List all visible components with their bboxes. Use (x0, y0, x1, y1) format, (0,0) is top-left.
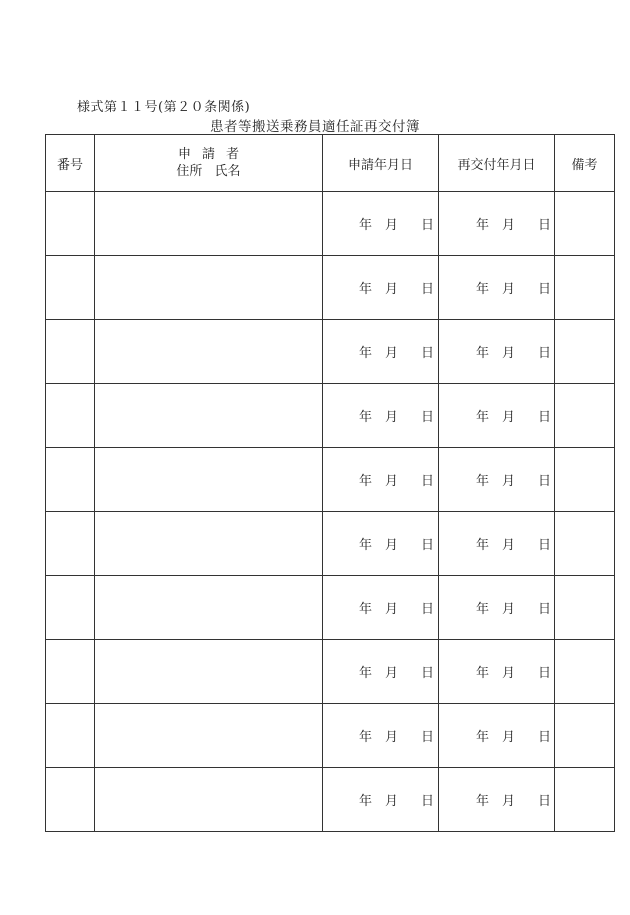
month-label: 月 (385, 218, 399, 233)
year-label: 年 (476, 410, 490, 425)
form-number: 様式第１１号(第２０条関係) (77, 100, 251, 115)
apply-date-fields (323, 662, 438, 681)
reissue-date-fields (439, 406, 554, 425)
page-title: 患者等搬送乗務員適任証再交付簿 (210, 119, 420, 135)
year-label: 年 (476, 346, 490, 361)
row-reissue-date-cell[interactable] (439, 320, 555, 384)
header-row (46, 135, 615, 192)
day-label: 日 (421, 666, 435, 681)
apply-date-fields (323, 406, 438, 425)
month-label: 月 (385, 346, 399, 361)
apply-date-fields (323, 214, 438, 233)
row-number-cell[interactable] (46, 192, 95, 256)
register-table (45, 134, 615, 832)
row-remarks-cell[interactable] (555, 192, 615, 256)
header-applicant-line2: 住所 氏名 (176, 164, 241, 179)
apply-date-fields (323, 726, 438, 745)
row-reissue-date-cell[interactable] (439, 768, 555, 832)
row-reissue-date-cell[interactable] (439, 448, 555, 512)
month-label: 月 (385, 410, 399, 425)
table-row (46, 256, 615, 320)
row-applicant-cell[interactable] (95, 768, 323, 832)
day-label: 日 (421, 346, 435, 361)
header-applicant (95, 135, 323, 192)
table-row (46, 512, 615, 576)
reissue-date-fields (439, 726, 554, 745)
month-label: 月 (502, 538, 516, 553)
apply-date-fields (323, 790, 438, 809)
row-reissue-date-cell[interactable] (439, 384, 555, 448)
day-label: 日 (538, 538, 552, 553)
day-label: 日 (538, 474, 552, 489)
table-row (46, 704, 615, 768)
table-row (46, 768, 615, 832)
day-label: 日 (421, 474, 435, 489)
row-remarks-cell[interactable] (555, 320, 615, 384)
year-label: 年 (476, 666, 490, 681)
row-number-cell[interactable] (46, 576, 95, 640)
row-apply-date-cell[interactable] (323, 384, 439, 448)
row-number-cell[interactable] (46, 704, 95, 768)
row-applicant-cell[interactable] (95, 256, 323, 320)
month-label: 月 (502, 474, 516, 489)
header-remarks: 備考 (555, 135, 615, 192)
day-label: 日 (538, 602, 552, 617)
header-number: 番号 (46, 135, 95, 192)
row-applicant-cell[interactable] (95, 512, 323, 576)
row-applicant-cell[interactable] (95, 192, 323, 256)
row-remarks-cell[interactable] (555, 256, 615, 320)
month-label: 月 (502, 218, 516, 233)
month-label: 月 (385, 794, 399, 809)
row-applicant-cell[interactable] (95, 704, 323, 768)
month-label: 月 (385, 730, 399, 745)
day-label: 日 (538, 218, 552, 233)
apply-date-fields (323, 342, 438, 361)
row-remarks-cell[interactable] (555, 384, 615, 448)
day-label: 日 (421, 602, 435, 617)
day-label: 日 (421, 218, 435, 233)
month-label: 月 (502, 602, 516, 617)
month-label: 月 (502, 666, 516, 681)
row-reissue-date-cell[interactable] (439, 640, 555, 704)
table-row (46, 576, 615, 640)
day-label: 日 (421, 730, 435, 745)
month-label: 月 (502, 346, 516, 361)
year-label: 年 (359, 538, 373, 553)
day-label: 日 (538, 730, 552, 745)
header-apply-date: 申請年月日 (323, 135, 439, 192)
reissue-date-fields (439, 790, 554, 809)
table-row (46, 320, 615, 384)
month-label: 月 (385, 602, 399, 617)
row-number-cell[interactable] (46, 448, 95, 512)
year-label: 年 (359, 602, 373, 617)
day-label: 日 (538, 794, 552, 809)
row-reissue-date-cell[interactable] (439, 576, 555, 640)
day-label: 日 (421, 410, 435, 425)
table-row (46, 448, 615, 512)
row-apply-date-cell[interactable] (323, 256, 439, 320)
month-label: 月 (385, 282, 399, 297)
month-label: 月 (502, 730, 516, 745)
year-label: 年 (359, 794, 373, 809)
reissue-date-fields (439, 470, 554, 489)
day-label: 日 (538, 346, 552, 361)
year-label: 年 (476, 602, 490, 617)
year-label: 年 (359, 218, 373, 233)
row-applicant-cell[interactable] (95, 320, 323, 384)
day-label: 日 (421, 794, 435, 809)
row-remarks-cell[interactable] (555, 704, 615, 768)
header-applicant-line1: 申請者 (177, 147, 250, 162)
row-remarks-cell[interactable] (555, 576, 615, 640)
apply-date-fields (323, 598, 438, 617)
row-remarks-cell[interactable] (555, 512, 615, 576)
row-apply-date-cell[interactable] (323, 768, 439, 832)
day-label: 日 (538, 282, 552, 297)
month-label: 月 (385, 666, 399, 681)
row-apply-date-cell[interactable] (323, 448, 439, 512)
row-apply-date-cell[interactable] (323, 576, 439, 640)
row-number-cell[interactable] (46, 384, 95, 448)
year-label: 年 (476, 218, 490, 233)
row-reissue-date-cell[interactable] (439, 256, 555, 320)
row-applicant-cell[interactable] (95, 384, 323, 448)
row-apply-date-cell[interactable] (323, 512, 439, 576)
year-label: 年 (476, 538, 490, 553)
row-remarks-cell[interactable] (555, 448, 615, 512)
day-label: 日 (421, 282, 435, 297)
year-label: 年 (359, 282, 373, 297)
row-apply-date-cell[interactable] (323, 192, 439, 256)
day-label: 日 (421, 538, 435, 553)
reissue-date-fields (439, 214, 554, 233)
row-apply-date-cell[interactable] (323, 320, 439, 384)
row-number-cell[interactable] (46, 768, 95, 832)
row-number-cell[interactable] (46, 512, 95, 576)
row-remarks-cell[interactable] (555, 640, 615, 704)
row-applicant-cell[interactable] (95, 448, 323, 512)
header-reissue-date: 再交付年月日 (439, 135, 555, 192)
row-apply-date-cell[interactable] (323, 640, 439, 704)
row-reissue-date-cell[interactable] (439, 704, 555, 768)
year-label: 年 (359, 666, 373, 681)
reissue-date-fields (439, 662, 554, 681)
table-row (46, 384, 615, 448)
year-label: 年 (476, 282, 490, 297)
row-number-cell[interactable] (46, 640, 95, 704)
row-remarks-cell[interactable] (555, 768, 615, 832)
row-applicant-cell[interactable] (95, 640, 323, 704)
month-label: 月 (502, 410, 516, 425)
month-label: 月 (502, 794, 516, 809)
row-number-cell[interactable] (46, 256, 95, 320)
table-row (46, 640, 615, 704)
reissue-date-fields (439, 598, 554, 617)
reissue-date-fields (439, 278, 554, 297)
row-apply-date-cell[interactable] (323, 704, 439, 768)
year-label: 年 (476, 794, 490, 809)
row-reissue-date-cell[interactable] (439, 192, 555, 256)
row-number-cell[interactable] (46, 320, 95, 384)
day-label: 日 (538, 666, 552, 681)
year-label: 年 (359, 474, 373, 489)
day-label: 日 (538, 410, 552, 425)
apply-date-fields (323, 278, 438, 297)
row-applicant-cell[interactable] (95, 576, 323, 640)
year-label: 年 (476, 474, 490, 489)
year-label: 年 (359, 410, 373, 425)
reissue-date-fields (439, 534, 554, 553)
year-label: 年 (359, 730, 373, 745)
apply-date-fields (323, 534, 438, 553)
row-reissue-date-cell[interactable] (439, 512, 555, 576)
year-label: 年 (476, 730, 490, 745)
month-label: 月 (385, 474, 399, 489)
month-label: 月 (502, 282, 516, 297)
reissue-date-fields (439, 342, 554, 361)
year-label: 年 (359, 346, 373, 361)
month-label: 月 (385, 538, 399, 553)
apply-date-fields (323, 470, 438, 489)
table-row (46, 192, 615, 256)
